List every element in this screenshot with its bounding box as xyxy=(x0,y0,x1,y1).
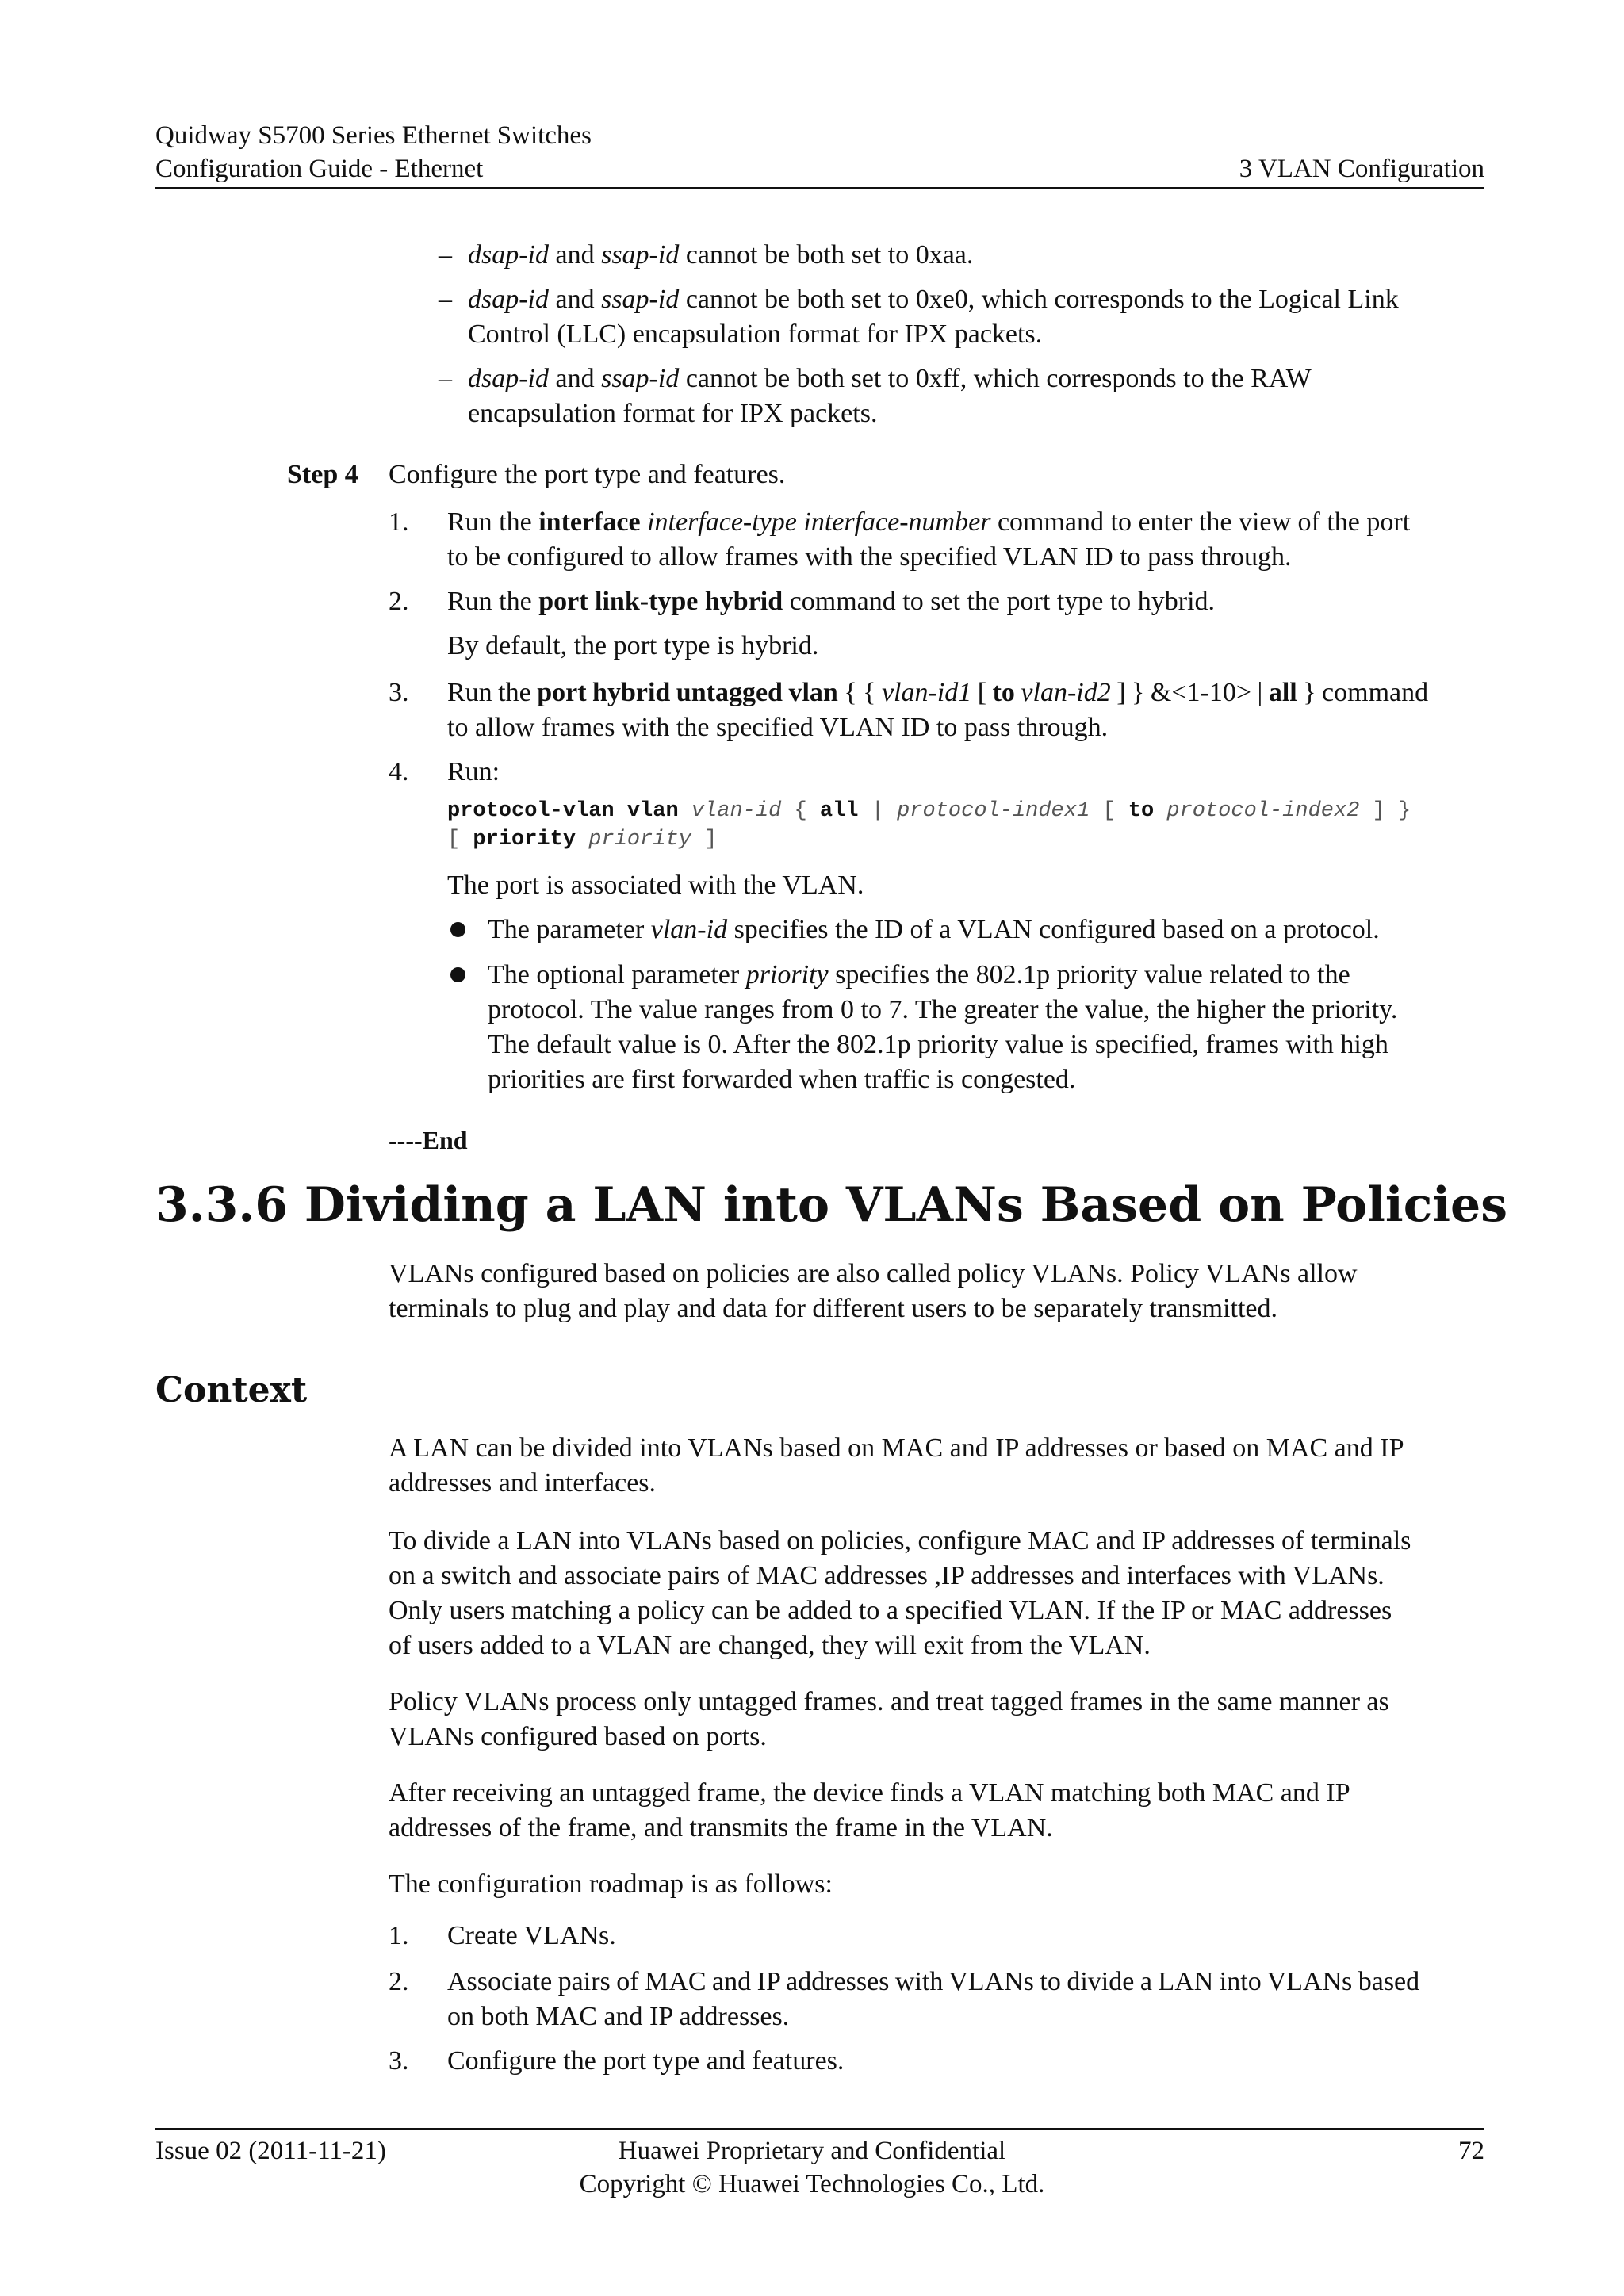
footer-copyright: Copyright © Huawei Technologies Co., Ltd. xyxy=(579,2170,1045,2198)
step-item-3: Run the port hybrid untagged vlan { { vlan-id1 [ to vlan-id2 ] } &<1-10> | all } command xyxy=(447,678,1429,707)
list-number: 2. xyxy=(389,1967,409,1996)
header-guide-name: Configuration Guide - Ethernet xyxy=(155,155,484,183)
step-item-1-cont: to be configured to allow frames with the specified VLAN ID to pass through. xyxy=(447,542,1292,572)
context-paragraph-4-cont: addresses of the frame, and transmits the frame in the VLAN. xyxy=(389,1813,1053,1843)
step-text: Configure the port type and features. xyxy=(389,460,786,489)
bullet-icon xyxy=(450,922,465,937)
dash-marker: – xyxy=(439,240,452,270)
bullet-item-2-cont: protocol. The value ranges from 0 to 7. The greater the value, the higher the priority. xyxy=(488,995,1398,1024)
end-marker: ----End xyxy=(389,1126,468,1154)
context-paragraph-2-cont: of users added to a VLAN are changed, they will exit from the VLAN. xyxy=(389,1631,1151,1660)
context-paragraph-1-cont: addresses and interfaces. xyxy=(389,1468,657,1498)
step-item-4: Run: xyxy=(447,757,500,786)
dash-item-3: dsap-id and ssap-id cannot be both set to 0xff, which corresponds to the RAW xyxy=(468,364,1312,393)
step-item-2: Run the port link-type hybrid command to set the port type to hybrid. xyxy=(447,587,1216,616)
context-paragraph-2-cont: on a switch and associate pairs of MAC addresses ,IP addresses and interfaces with VLANs. xyxy=(389,1561,1385,1590)
step-label: Step 4 xyxy=(287,460,358,489)
list-number: 1. xyxy=(389,507,409,537)
bullet-item-2-cont: priorities are first forwarded when traffic is congested. xyxy=(488,1065,1076,1094)
dash-item-2: dsap-id and ssap-id cannot be both set to 0xe0, which corresponds to the Logical Link xyxy=(468,285,1399,314)
page-number: 72 xyxy=(1458,2137,1484,2165)
port-associated-text: The port is associated with the VLAN. xyxy=(447,871,864,900)
section-intro-cont: terminals to plug and play and data for different users to be separately transmitted. xyxy=(389,1294,1278,1323)
list-number: 3. xyxy=(389,678,409,707)
context-paragraph-4: After receiving an untagged frame, the device finds a VLAN matching both MAC and IP xyxy=(389,1778,1350,1808)
command-line-2: [ priority priority ] xyxy=(447,828,718,851)
step-item-3-cont: to allow frames with the specified VLAN ID to pass through. xyxy=(447,713,1109,742)
header-divider xyxy=(155,187,1484,189)
roadmap-item-2-cont: on both MAC and IP addresses. xyxy=(447,2002,790,2031)
context-paragraph-3: Policy VLANs process only untagged frames. and treat tagged frames in the same manner as xyxy=(389,1687,1389,1716)
step-item-1: Run the interface interface-type interface-number command to enter the view of the port xyxy=(447,507,1411,537)
list-number: 3. xyxy=(389,2046,409,2076)
bullet-item-1: The parameter vlan-id specifies the ID of a VLAN configured based on a protocol. xyxy=(488,915,1380,944)
context-paragraph-2: To divide a LAN into VLANs based on policies, configure MAC and IP addresses of terminals xyxy=(389,1526,1411,1556)
dash-marker: – xyxy=(439,285,452,314)
context-paragraph-3-cont: VLANs configured based on ports. xyxy=(389,1722,767,1751)
roadmap-item-3: Configure the port type and features. xyxy=(447,2046,845,2076)
footer-issue: Issue 02 (2011-11-21) xyxy=(155,2137,386,2165)
roadmap-item-2: Associate pairs of MAC and IP addresses with VLANs to divide a LAN into VLANs based xyxy=(447,1967,1420,1996)
list-number: 2. xyxy=(389,587,409,616)
list-number: 4. xyxy=(389,757,409,786)
dash-item-2-cont: Control (LLC) encapsulation format for IPX packets. xyxy=(468,320,1043,349)
list-number: 1. xyxy=(389,1921,409,1950)
header-product-name: Quidway S5700 Series Ethernet Switches xyxy=(155,121,592,150)
dash-item-1: dsap-id and ssap-id cannot be both set to 0xaa. xyxy=(468,240,974,270)
roadmap-item-1: Create VLANs. xyxy=(447,1921,616,1950)
bullet-icon xyxy=(450,967,465,982)
command-line-1: protocol-vlan vlan vlan-id { all | protocol-index1 [ to protocol-index2 ] } xyxy=(447,799,1411,823)
section-title: 3.3.6 Dividing a LAN into VLANs Based on Policies xyxy=(155,1177,1507,1233)
context-heading: Context xyxy=(155,1370,308,1410)
bullet-item-2-cont: The default value is 0. After the 802.1p priority value is specified, frames with high xyxy=(488,1030,1388,1059)
dash-item-3-cont: encapsulation format for IPX packets. xyxy=(468,399,878,428)
dash-marker: – xyxy=(439,364,452,393)
context-paragraph-2-cont: Only users matching a policy can be added to a specified VLAN. If the IP or MAC addresses xyxy=(389,1596,1392,1625)
page-header-left xyxy=(155,119,592,186)
section-intro: VLANs configured based on policies are also called policy VLANs. Policy VLANs allow xyxy=(389,1259,1358,1288)
context-paragraph-1: A LAN can be divided into VLANs based on MAC and IP addresses or based on MAC and IP xyxy=(389,1433,1404,1463)
footer-divider xyxy=(155,2128,1484,2130)
header-chapter-title: 3 VLAN Configuration xyxy=(1239,155,1484,183)
footer-confidential xyxy=(0,2134,1624,2201)
footer-proprietary: Huawei Proprietary and Confidential xyxy=(618,2137,1006,2165)
bullet-item-2: The optional parameter priority specifies the 802.1p priority value related to the xyxy=(488,960,1350,989)
step-item-2-note: By default, the port type is hybrid. xyxy=(447,631,819,660)
roadmap-intro: The configuration roadmap is as follows: xyxy=(389,1869,833,1899)
